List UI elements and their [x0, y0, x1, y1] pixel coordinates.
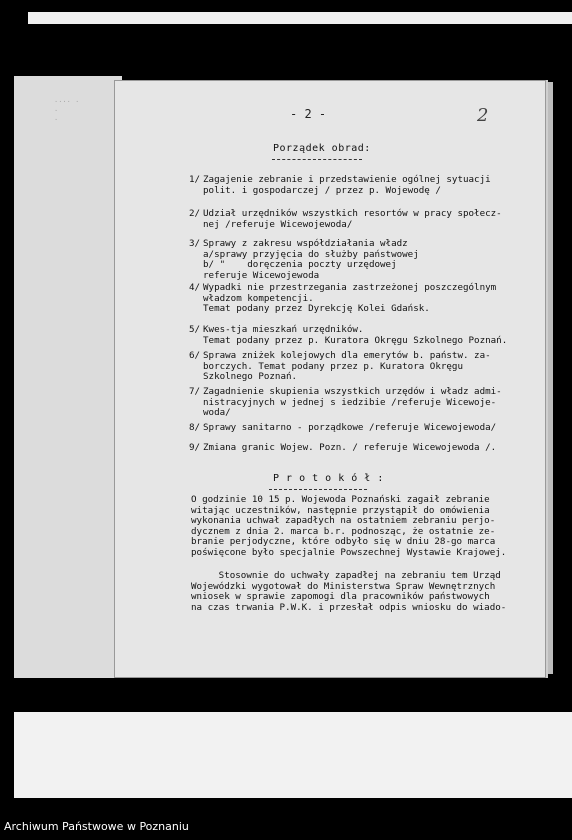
document-page — [114, 80, 546, 678]
agenda-item-line: Zmiana granic Wojew. Pozn. / referuje Wicewojewoda /. — [203, 442, 497, 453]
protocol-heading: P r o t o k ó ł : — [273, 473, 384, 484]
text-line: Stosownie do uchwały zapadłej na zebraniu tem Urząd — [191, 570, 501, 581]
protocol-underline — [269, 489, 367, 490]
agenda-item-line: a/sprawy przyjęcia do służby państwowej — [203, 248, 419, 260]
agenda-item-line: b/ " doręczenia poczty urzędowej — [203, 259, 397, 270]
agenda-item-line: Kwes-tja mieszkań urzędników. — [203, 324, 364, 335]
agenda-item — [189, 324, 508, 346]
agenda-item — [189, 208, 503, 230]
agenda-item — [189, 350, 503, 383]
agenda-item-number: 1/ — [189, 174, 201, 185]
agenda-item-line: woda/ — [203, 407, 231, 418]
text-line: witając uczestników, następnie przystąpił do omówienia — [191, 504, 490, 516]
agenda-item-number: 9/ — [189, 442, 201, 453]
agenda-item-line: referuje Wicewojewoda — [203, 269, 320, 281]
agenda-heading: Porządek obrad: — [273, 143, 371, 154]
agenda-item-number: 2/ — [189, 208, 201, 219]
protocol-paragraph-2 — [191, 571, 511, 613]
agenda-item-number: 3/ — [189, 238, 201, 249]
handwritten-page-number: 2 — [477, 105, 489, 126]
agenda-item-line: nej /referuje Wicewojewoda/ — [203, 218, 353, 230]
top-scan-strip — [28, 12, 572, 24]
archive-footer: Archiwum Państwowe w Poznaniu — [4, 820, 189, 833]
agenda-item-line: Sprawy z zakresu współdziałania władz — [203, 238, 408, 249]
text-line: wniosek w sprawie zapomogi dla pracowników państwowych — [191, 591, 490, 602]
agenda-item — [189, 174, 503, 196]
text-line: Wojewódzki wygotował do Ministerstwa Spraw Wewnętrznych — [191, 580, 496, 592]
protocol-paragraph-1 — [191, 495, 511, 558]
agenda-item-number: 7/ — [189, 386, 201, 397]
agenda-item-line: władzom kompetencji. — [203, 292, 314, 304]
agenda-item — [189, 282, 503, 315]
text-line: branie perjodyczne, które odbyło się w dniu 28-go marca — [191, 536, 496, 547]
text-line: wykonania uchwał zapadłych na ostatniem zebraniu perjo- — [191, 515, 496, 526]
agenda-item — [189, 386, 503, 419]
agenda-item — [189, 442, 503, 454]
text-line: dycznem z dnia 2. marca b.r. podnosząc, że ostatnie ze- — [191, 525, 496, 537]
text-line: O godzinie 10 15 p. Wojewoda Poznański zagaił zebranie — [191, 494, 490, 505]
text-line: na czas trwania P.W.K. i przesłał odpis wniosku do wiado- — [191, 601, 507, 613]
agenda-item-line: Udział urzędników wszystkich resortów w pracy społecz- — [203, 208, 502, 219]
agenda-item — [189, 238, 503, 281]
agenda-item — [189, 422, 503, 434]
agenda-item-line: Temat podany przez p. Kuratora Okręgu Szkolnego Poznań. — [203, 334, 508, 346]
agenda-item-line: Zagadnienie skupienia wszystkich urzędów i władz admi- — [203, 386, 502, 397]
agenda-item-number: 8/ — [189, 422, 201, 433]
page-number: - 2 - — [290, 107, 327, 121]
agenda-item-line: polit. i gospodarczej / przez p. Wojewodę / — [203, 184, 441, 196]
bottom-scan-strip — [14, 712, 572, 798]
agenda-item-line: Zagajenie zebranie i przedstawienie ogólnej sytuacji — [203, 174, 491, 185]
faint-marks: ···· · · · — [54, 98, 80, 124]
agenda-underline — [272, 159, 362, 160]
agenda-item-number: 6/ — [189, 350, 201, 361]
agenda-item-line: Szkolnego Poznań. — [203, 371, 298, 382]
agenda-item-line: borczych. Temat podany przez p. Kuratora Okręgu — [203, 360, 463, 372]
left-adjacent-sheet — [14, 76, 122, 678]
agenda-item-line: nistracyjnych w jednej s iedzibie /referuje Wicewoje- — [203, 396, 497, 408]
agenda-item-line: Sprawa zniżek kolejowych dla emerytów b. państw. za- — [203, 350, 491, 361]
agenda-item-line: Sprawy sanitarno - porządkowe /referuje Wicewojewoda/ — [203, 422, 497, 433]
agenda-item-line: Temat podany przez Dyrekcję Kolei Gdańsk. — [203, 303, 430, 314]
agenda-item-number: 5/ — [189, 324, 201, 335]
agenda-item-line: Wypadki nie przestrzegania zastrzeżonej poszczególnym — [203, 282, 497, 293]
agenda-item-number: 4/ — [189, 282, 201, 293]
text-line: poświęcone było specjalnie Powszechnej Wystawie Krajowej. — [191, 546, 507, 558]
